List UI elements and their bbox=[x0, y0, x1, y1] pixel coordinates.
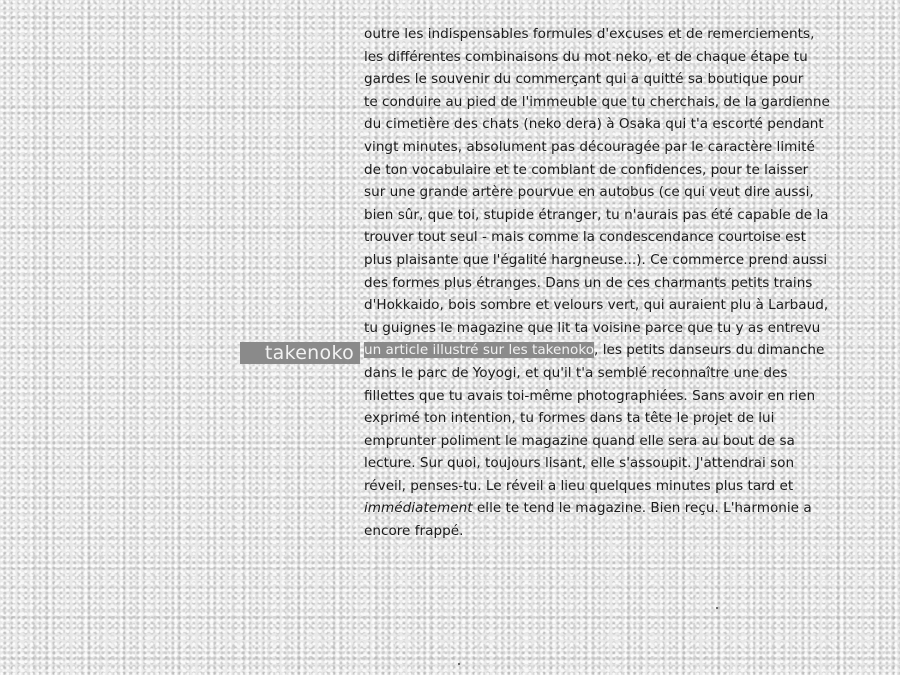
takenoko-link[interactable]: un article illustré sur les takenoko bbox=[364, 342, 595, 359]
text-line: des formes plus étranges. Dans un de ces charmants petits trains bbox=[364, 274, 813, 291]
text-line: plus plaisante que l'égalité hargneuse...). Ce commerce prend aussi bbox=[364, 251, 828, 268]
text-line: de ton vocabulaire et te comblant de confidences, pour te laisser bbox=[364, 161, 809, 178]
text-line: fillettes que tu avais toi-même photographiées. Sans avoir en rien bbox=[364, 387, 816, 404]
text-line: tu guignes le magazine que lit ta voisine parce que tu y as entrevu bbox=[364, 319, 821, 336]
text-line: te conduire au pied de l'immeuble que tu cherchais, de la gardienne bbox=[364, 93, 830, 110]
text-line: exprimé ton intention, tu formes dans ta tête le projet de lui bbox=[364, 410, 775, 427]
text-line: encore frappé. bbox=[364, 523, 464, 540]
takenoko-side-label: takenoko bbox=[240, 342, 360, 364]
text-line: lecture. Sur quoi, toujours lisant, elle s'assoupit. J'attendrai son bbox=[364, 455, 795, 472]
text-line: emprunter poliment le magazine quand elle sera au bout de sa bbox=[364, 432, 795, 449]
text-line-italic bbox=[364, 497, 884, 520]
text-line: d'Hokkaido, bois sombre et velours vert, qui auraient plu à Larbaud, bbox=[364, 297, 829, 314]
text-line: vingt minutes, absolument pas découragée par le caractère limité bbox=[364, 138, 815, 155]
text-line-rest: elle te tend le magazine. Bien reçu. L'harmonie a bbox=[472, 500, 812, 517]
text-line: du cimetière des chats (neko dera) à Osaka qui t'a escorté pendant bbox=[364, 116, 824, 133]
text-line: trouver tout seul - mais comme la condescendance courtoise est bbox=[364, 229, 806, 246]
text-line-rest: , les petits danseurs du dimanche bbox=[594, 342, 825, 359]
speck-dot bbox=[458, 663, 460, 665]
text-line-highlighted bbox=[364, 339, 884, 362]
text-line: les différentes combinaisons du mot neko, et de chaque étape tu bbox=[364, 48, 808, 65]
speck-dot bbox=[716, 607, 718, 609]
text-line: sur une grande artère pourvue en autobus (ce qui veut dire aussi, bbox=[364, 184, 814, 201]
text-line: bien sûr, que toi, stupide étranger, tu n'aurais pas été capable de la bbox=[364, 206, 829, 223]
text-line: dans le parc de Yoyogi, et qu'il t'a semblé reconnaître une des bbox=[364, 364, 788, 381]
text-line: réveil, penses-tu. Le réveil a lieu quelques minutes plus tard et bbox=[364, 477, 794, 494]
italic-word: immédiatement bbox=[364, 500, 473, 517]
body-text bbox=[364, 23, 884, 543]
text-line: gardes le souvenir du commerçant qui a quitté sa boutique pour bbox=[364, 71, 804, 88]
text-line: outre les indispensables formules d'excuses et de remerciements, bbox=[364, 26, 815, 42]
